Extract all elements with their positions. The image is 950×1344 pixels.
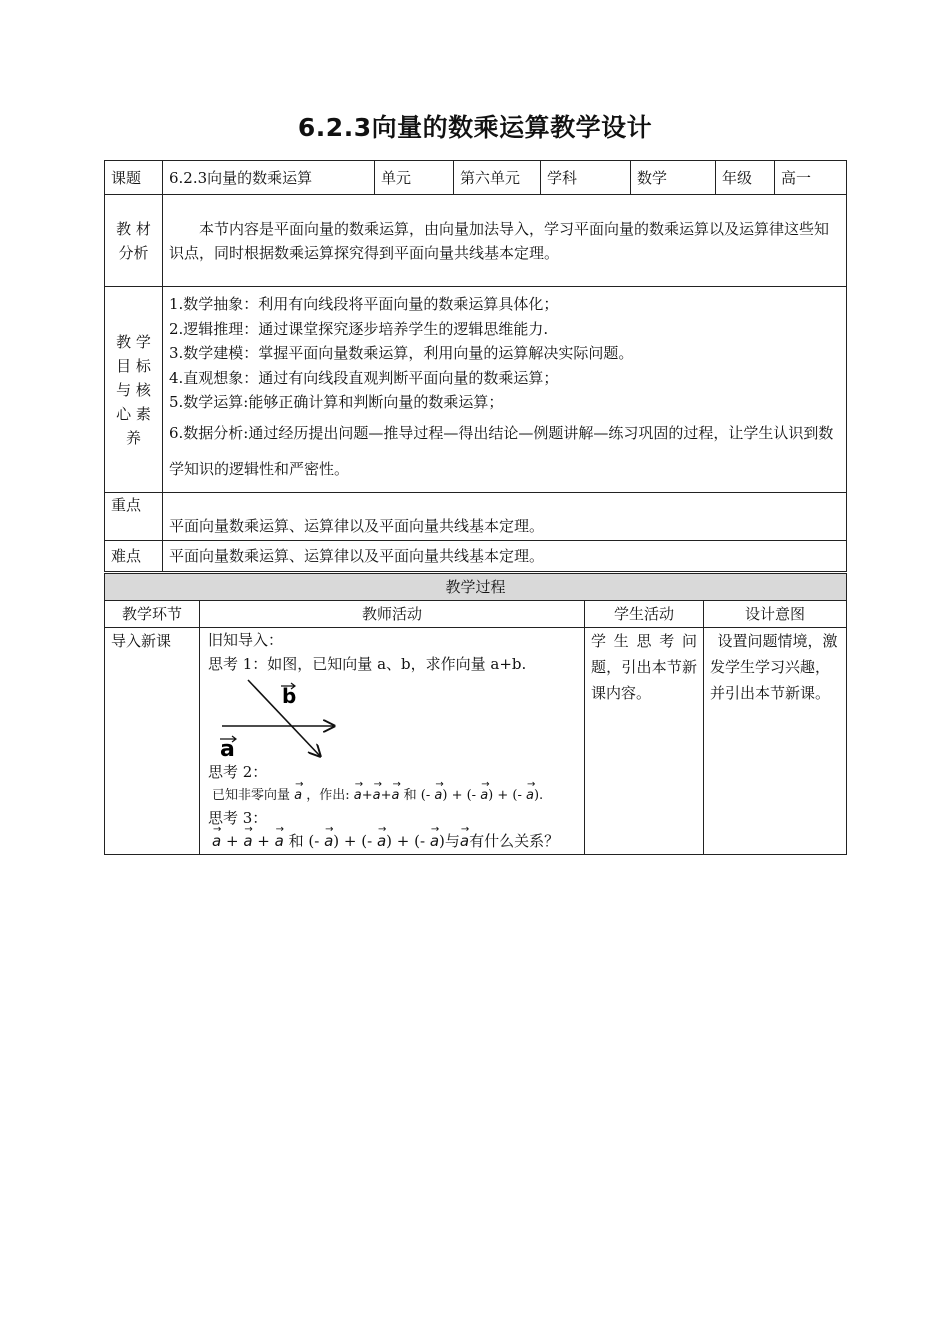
key-point-text: 平面向量数乘运算、运算律以及平面向量共线基本定理。	[163, 493, 847, 541]
header-intent: 设计意图	[704, 601, 847, 628]
topic-value: 6.2.3向量的数乘运算	[163, 161, 375, 195]
goals-list	[163, 287, 847, 493]
unit-label: 单元	[375, 161, 454, 195]
analysis-label: 教 材 分析	[105, 195, 163, 287]
vec-a-symbol: → a	[294, 784, 302, 808]
page-title: 6.2.3向量的数乘运算教学设计	[297, 113, 653, 142]
goal-item: 1.数学抽象：利用有向线段将平面向量的数乘运算具体化；	[169, 295, 559, 314]
subject-label: 学科	[541, 161, 631, 195]
subject-value: 数学	[631, 161, 716, 195]
header-student: 学生活动	[585, 601, 704, 628]
stage-cell: 导入新课	[105, 628, 200, 855]
student-activity: 学 生 思 考 问 题，引出本节新课内容。	[585, 628, 704, 855]
think2-title: 思考 2：	[208, 763, 268, 781]
unit-value: 第六单元	[454, 161, 541, 195]
header-stage: 教学环节	[105, 601, 200, 628]
goal-item: 5.数学运算:能够正确计算和判断向量的数乘运算；	[169, 393, 504, 412]
grade-value: 高一	[775, 161, 847, 195]
grade-label: 年级	[716, 161, 775, 195]
process-band-title: 教学过程	[105, 574, 847, 601]
goal-item: 3.数学建模：掌握平面向量数乘运算，利用向量的运算解决实际问题。	[169, 344, 634, 363]
teacher-activity	[200, 628, 585, 855]
difficulty-label: 难点	[105, 541, 163, 572]
key-point-label: 重点	[105, 493, 163, 541]
goals-label: 教 学 目 标 与 核 心 素 养	[105, 287, 163, 493]
vector-b-label: b	[282, 684, 297, 708]
design-intent: 设置问题情境，激发学生学习兴趣，并引出本节新课。	[704, 628, 847, 855]
think3-title: 思考 3：	[208, 809, 268, 827]
analysis-text: 本节内容是平面向量的数乘运算，由向量加法导入，学习平面向量的数乘运算以及运算律这些知识点，同时根据数乘运算探究得到平面向量共线基本定理。	[163, 195, 847, 287]
think2-line: 已知非零向量 → a ，作出: → a+→ a+→ a 和 (- → a) + (- → a) + (- → a).	[208, 784, 578, 808]
difficulty-text: 平面向量数乘运算、运算律以及平面向量共线基本定理。	[163, 541, 847, 572]
vector-figure	[210, 676, 350, 760]
lesson-info-table	[104, 160, 847, 572]
goal-item: 6.数据分析:通过经历提出问题—推导过程—得出结论—例题讲解—练习巩固的过程，让学生认识到数学知识的逻辑性和严密性。	[169, 423, 834, 478]
topic-label: 课题	[105, 161, 163, 195]
teaching-process-table	[104, 573, 847, 855]
goal-item: 4.直观想象：通过有向线段直观判断平面向量的数乘运算；	[169, 368, 559, 387]
intro-line: 旧知导入：	[208, 631, 284, 649]
think1-line: 思考 1：如图，已知向量 a、b，求作向量 a+b.	[208, 655, 527, 673]
think3-line: → a + → a + → a 和 (- → a) + (- → a) + (- → a)与→ a有什么关系？	[208, 828, 578, 854]
vector-a-label: a	[220, 737, 235, 760]
goal-item: 2.逻辑推理：通过课堂探究逐步培养学生的逻辑思维能力.	[169, 319, 549, 338]
header-teacher: 教师活动	[200, 601, 585, 628]
